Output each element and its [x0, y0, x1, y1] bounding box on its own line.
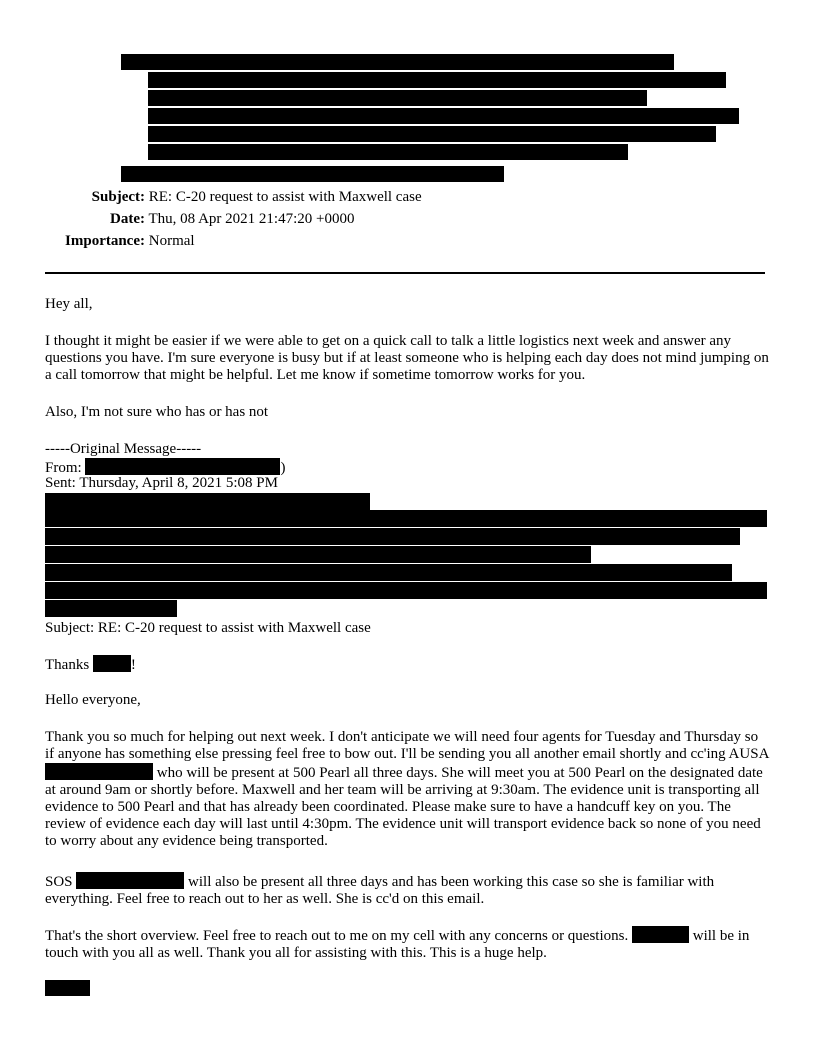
redacted-block	[148, 144, 628, 160]
from-close: )	[280, 460, 286, 476]
redacted-signature	[45, 980, 90, 996]
redacted-sender	[85, 458, 280, 475]
redacted-block	[148, 72, 726, 88]
original-subject-line: Subject: RE: C-20 request to assist with Maxwell case	[45, 620, 371, 636]
redacted-block	[45, 600, 177, 617]
paragraph-logistics	[45, 729, 770, 850]
paragraph-overview-a: That's the short overview. Feel free to reach out to me on my cell with any concerns or questions.	[45, 928, 629, 944]
paragraph-overview	[45, 926, 770, 962]
redacted-block	[45, 582, 767, 599]
redacted-contact-name	[632, 926, 689, 943]
importance-label: Importance:	[65, 233, 145, 249]
paragraph-also: Also, I'm not sure who has or has not	[45, 404, 269, 420]
redacted-block	[45, 528, 740, 545]
redacted-block	[148, 108, 739, 124]
importance-value: Normal	[148, 233, 195, 249]
importance-row	[0, 231, 195, 251]
redacted-block	[45, 493, 370, 510]
original-message-marker: -----Original Message-----	[45, 441, 202, 457]
sent-line: Sent: Thursday, April 8, 2021 5:08 PM	[45, 475, 278, 491]
redacted-block	[121, 166, 504, 182]
hello-line: Hello everyone,	[45, 692, 141, 708]
header-divider	[45, 272, 765, 274]
thanks-post: !	[130, 657, 136, 673]
subject-row	[0, 187, 422, 207]
subject-label: Subject:	[91, 189, 145, 205]
paragraph-overview-b: will be in touch with you all as well. Thank you all for assisting with this. This is a huge help.	[45, 928, 750, 961]
redacted-block	[45, 564, 732, 581]
redacted-block	[121, 54, 674, 70]
paragraph-logistics-a: Thank you so much for helping out next week. I don't anticipate we will need four agents for Tuesday and Thursday so if anyone has something else pressing feel free to bow out. I'll be sending you all another email shortly and cc'ing AUSA	[45, 729, 769, 762]
from-label: From:	[45, 460, 82, 476]
redacted-sos-name	[76, 872, 184, 889]
greeting: Hey all,	[45, 296, 93, 312]
subject-value: RE: C-20 request to assist with Maxwell case	[148, 189, 422, 205]
paragraph-logistics-b: who will be present at 500 Pearl all three days. She will meet you at 500 Pearl on the designated date at around 9am or shortly before. Maxwell and her team will be arriving at 9:30am. The evidence unit is transporting all evidence to 500 Pearl and that has already been coordinated. Please make sure to have a handcuff key on you. The review of evidence each day will last until 4:30pm. The evidence unit will transport evidence back so none of you need to worry about any evidence being transported.	[45, 765, 763, 849]
redacted-name	[93, 655, 131, 672]
redacted-block	[148, 126, 716, 142]
paragraph-call: I thought it might be easier if we were able to get on a quick call to talk a little logistics next week and answer any questions you have. I'm sure everyone is busy but if at least someone who is helping each day does not mind jumping on a call tomorrow that might be helpful. Let me know if sometime tomorrow works for you.	[45, 333, 769, 383]
paragraph-sos-a: SOS	[45, 874, 73, 890]
thanks-pre: Thanks	[45, 657, 90, 673]
paragraph-sos	[45, 872, 770, 908]
redacted-block	[148, 90, 647, 106]
redacted-ausa-name	[45, 763, 153, 780]
date-row	[0, 209, 354, 229]
thanks-line	[45, 655, 770, 674]
date-value: Thu, 08 Apr 2021 21:47:20 +0000	[148, 211, 355, 227]
redacted-block	[45, 546, 591, 563]
redacted-block	[45, 510, 767, 527]
date-label: Date:	[110, 211, 145, 227]
paragraph-sos-b: will also be present all three days and has been working this case so she is familiar with everything. Feel free to reach out to her as well. She is cc'd on this email.	[45, 874, 715, 907]
